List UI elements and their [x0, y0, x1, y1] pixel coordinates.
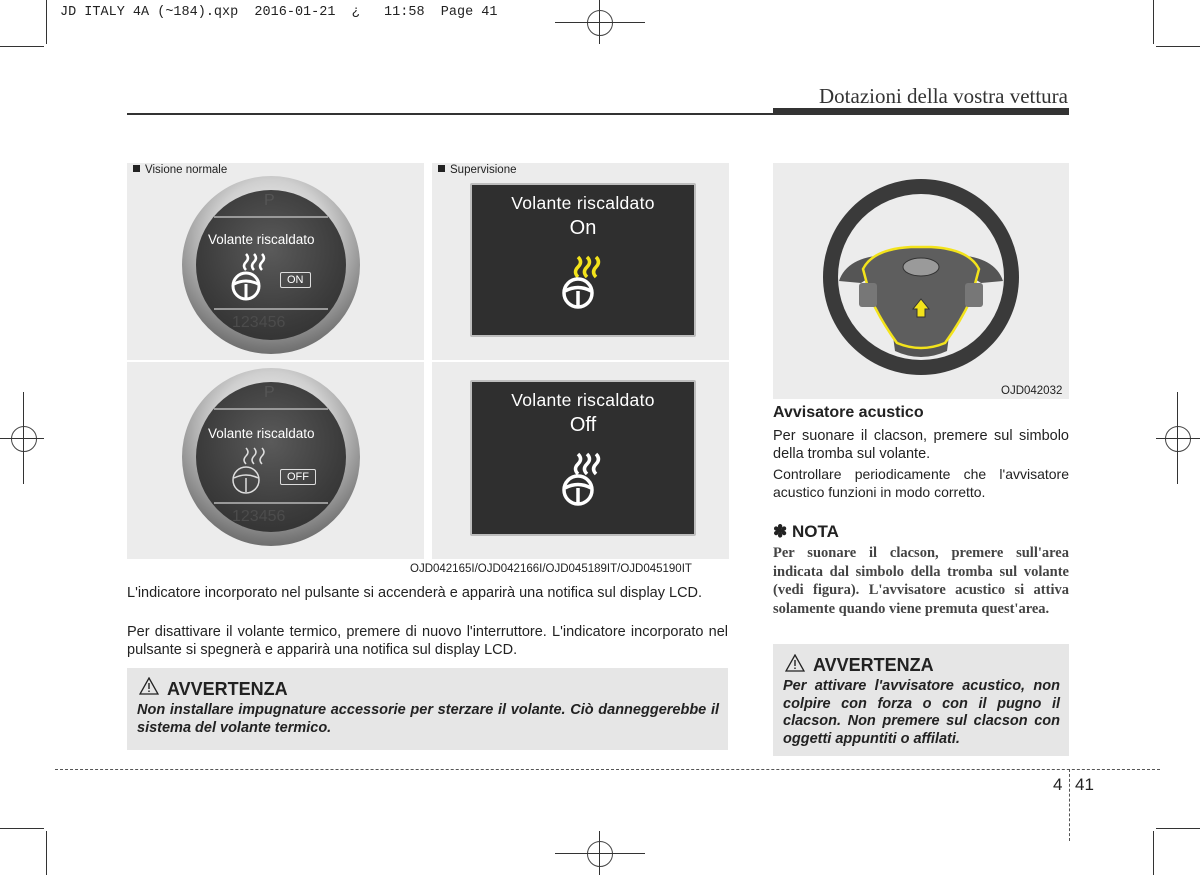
- paragraph-2: Controllare periodicamente che l'avvisatore acustico funzioni in modo corretto.: [773, 466, 1069, 500]
- paragraph-2: Per disattivare il volante termico, premere di nuovo l'interruttore. L'indicatore incorporato nel pulsante si spegnerà e apparirà una notifica sul display LCD.: [127, 624, 728, 658]
- chapter-number: 4: [1053, 775, 1063, 794]
- heated-steering-icon-outline: [226, 444, 274, 496]
- header-rule: [127, 113, 773, 115]
- heated-steering-icon: [226, 250, 274, 302]
- figure-caption: OJD042032: [1001, 385, 1063, 397]
- registration-mark: [555, 22, 645, 23]
- on-badge: ON: [280, 272, 311, 288]
- heated-steering-icon-inactive: [556, 452, 606, 508]
- lcd-display-off: [470, 380, 696, 536]
- warning-title: AVVERTENZA: [813, 655, 934, 675]
- figure-panel-normal-off: [127, 362, 424, 559]
- registration-mark: [555, 853, 645, 854]
- crop-mark: [46, 831, 47, 875]
- header-rule-thick: [773, 108, 1069, 115]
- lcd-display-on: [470, 183, 696, 337]
- registration-mark: [587, 10, 613, 36]
- registration-mark: [1156, 438, 1200, 439]
- gauge-divider: [214, 502, 328, 504]
- crop-mark: [1156, 46, 1200, 47]
- gauge-divider: [214, 308, 328, 310]
- lcd-state-off: Off: [569, 414, 597, 436]
- page-header-title: Dotazioni della vostra vettura: [819, 84, 1068, 108]
- gauge-top-letter: P: [264, 192, 275, 209]
- figure-panel-supervision-off: [432, 362, 729, 559]
- gauge-divider: [214, 408, 328, 410]
- gauge-dial: [182, 176, 360, 354]
- warning-triangle-icon: [785, 654, 805, 672]
- warning-text: Per attivare l'avvisatore acustico, non colpire con forza o con il pugno il clacson. Non premere sul clacson con oggetti appuntiti o affilati.: [783, 678, 1060, 747]
- figure-panel-normal-on: [127, 163, 424, 360]
- gauge-label: Volante riscaldato: [208, 426, 315, 441]
- figure-panel-steering-wheel: [773, 163, 1069, 399]
- steering-wheel-illustration: [815, 171, 1027, 385]
- registration-mark: [11, 426, 37, 452]
- paragraph-1: L'indicatore incorporato nel pulsante si accenderà e apparirà una notifica sul display LCD.: [127, 585, 703, 601]
- crop-mark: [1156, 828, 1200, 829]
- note-title: ✽ NOTA: [773, 522, 839, 541]
- section-heading: Avvisatore acustico: [773, 404, 924, 421]
- lcd-title: Volante riscaldato: [511, 390, 655, 410]
- panel-label: Supervisione: [438, 164, 516, 176]
- figure-panel-supervision-on: [432, 163, 729, 360]
- lcd-state-on: On: [569, 217, 597, 239]
- crop-mark: [0, 828, 44, 829]
- warning-title: AVVERTENZA: [167, 679, 288, 699]
- off-badge: OFF: [280, 469, 316, 485]
- warning-triangle-icon: [139, 677, 159, 695]
- warning-box-right: [773, 644, 1069, 756]
- crop-mark: [1153, 831, 1154, 875]
- page-number: 41: [1075, 775, 1094, 794]
- note-text: Per suonare il clacson, premere sull'area indicata dal simbolo della tromba sul volante (vedi figura). L'avvisatore acustico si attiva solamente quando viene premuta quest'area.: [773, 545, 1069, 617]
- warning-box-left: [127, 668, 728, 750]
- gauge-top-letter: P: [264, 384, 275, 401]
- footer-dashed-divider: [1069, 769, 1070, 841]
- paragraph-1: Per suonare il clacson, premere sul simbolo della tromba sul volante.: [773, 428, 1069, 462]
- figure-caption: OJD042165I/OJD042166I/OJD045189IT/OJD045190IT: [410, 563, 692, 575]
- registration-mark: [587, 841, 613, 867]
- heated-steering-icon-active: [556, 255, 606, 311]
- gauge-dial: [182, 368, 360, 546]
- crop-mark: [0, 46, 44, 47]
- warning-text: Non installare impugnature accessorie per sterzare il volante. Ciò danneggerebbe il sistema del volante termico.: [137, 702, 719, 736]
- registration-mark: [0, 438, 44, 439]
- lcd-title: Volante riscaldato: [511, 193, 655, 213]
- crop-mark: [1153, 0, 1154, 44]
- crop-mark: [46, 0, 47, 44]
- gauge-label: Volante riscaldato: [208, 232, 315, 247]
- odometer-ghost: 123456: [232, 508, 286, 525]
- gauge-divider: [214, 216, 328, 218]
- footer-dashed-rule: [55, 769, 1160, 770]
- registration-mark: [1165, 426, 1191, 452]
- print-slug: JD ITALY 4A (~184).qxp 2016-01-21 ¿ 11:58 Page 41: [60, 5, 498, 20]
- odometer-ghost: 123456: [232, 314, 286, 331]
- panel-label: Visione normale: [133, 164, 227, 176]
